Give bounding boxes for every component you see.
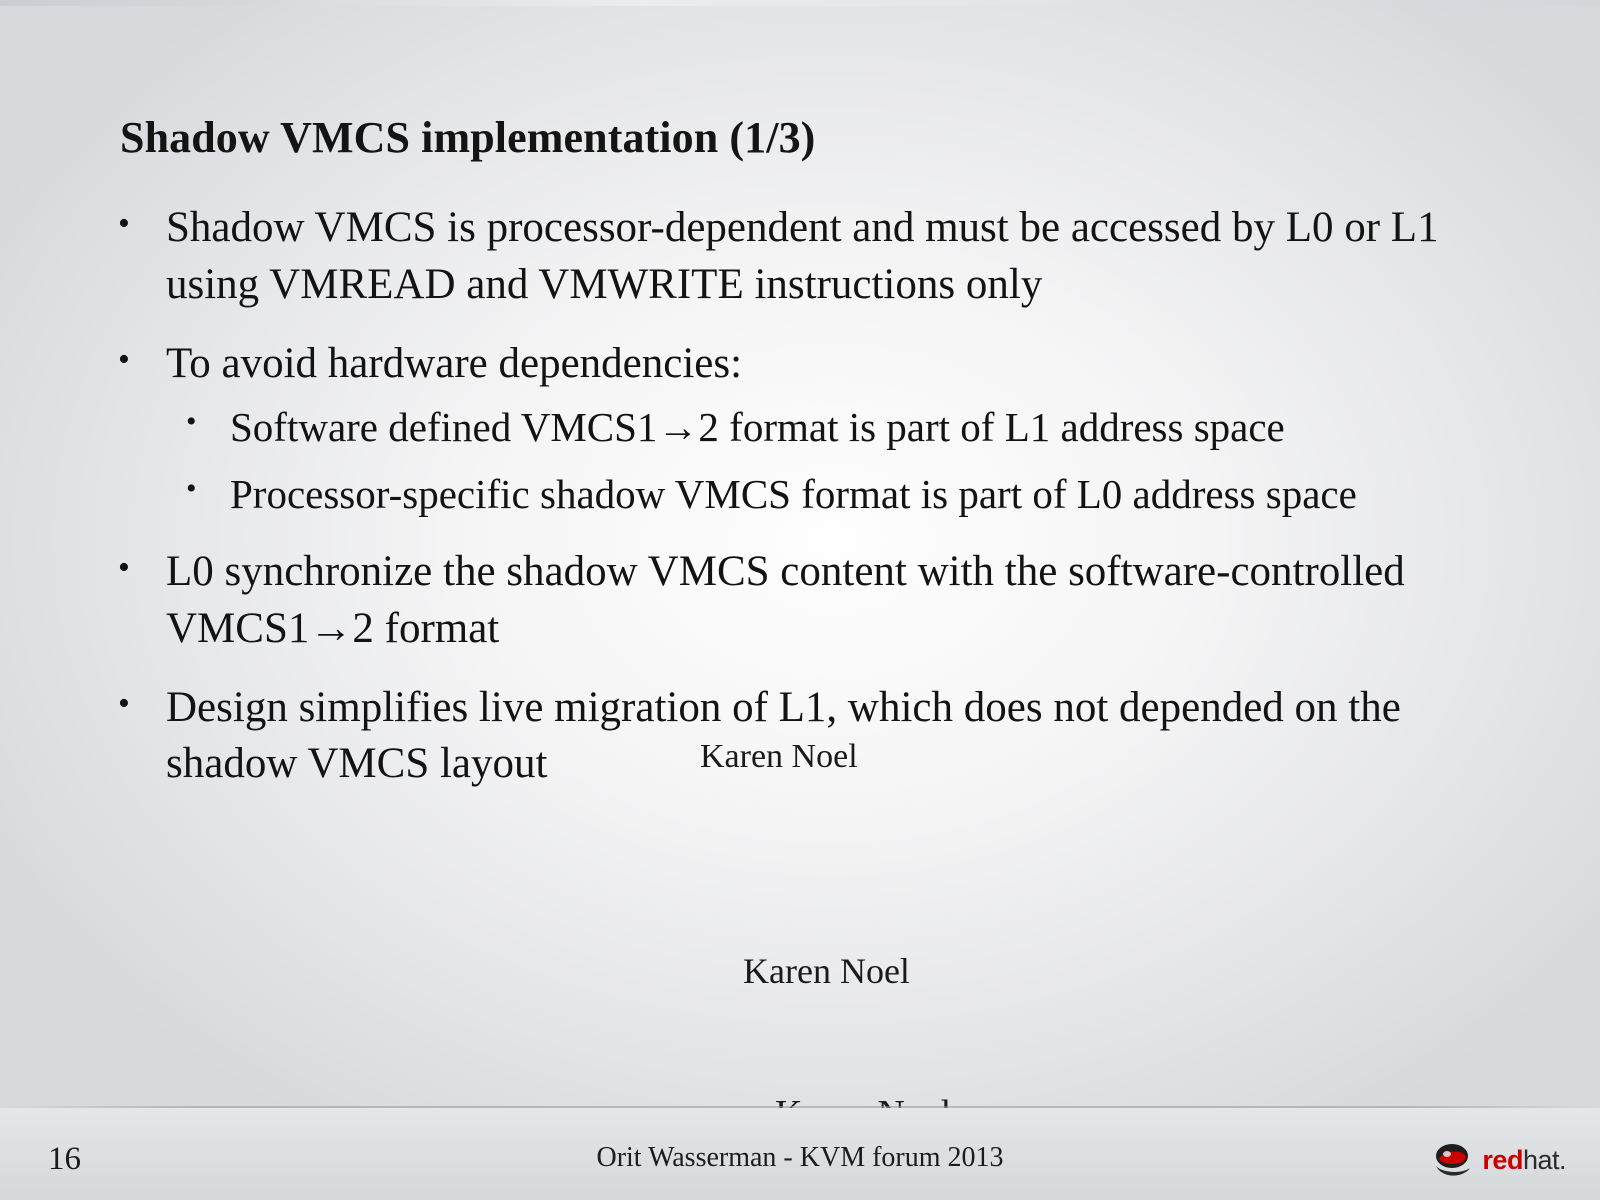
list-item-text: Processor-specific shadow VMCS format is part of L0 address space — [230, 471, 1357, 518]
page-title: Shadow VMCS implementation (1/3) — [120, 113, 816, 162]
list-item — [108, 544, 1508, 658]
page-number: 16 — [48, 1141, 81, 1177]
list-item-text: Shadow VMCS is processor-dependent and must be accessed by L0 or L1 using VMREAD and VMWRITE instructions only — [166, 204, 1439, 308]
list-item — [172, 400, 1508, 455]
bullet-list — [108, 200, 1508, 793]
list-item-text: L0 synchronize the shadow VMCS content with the software-controlled VMCS1→2 format — [166, 548, 1405, 652]
sub-bullet-group — [172, 400, 1508, 522]
list-item — [108, 680, 1508, 794]
slide-body — [108, 200, 1508, 815]
bullet-icon: • — [186, 472, 197, 506]
bullet-icon: • — [118, 340, 130, 378]
list-item — [108, 200, 1508, 314]
footer-divider — [0, 1106, 1600, 1108]
logo-text-hat: hat. — [1522, 1144, 1566, 1175]
list-item — [108, 336, 1508, 523]
bullet-icon: • — [186, 405, 197, 439]
watermark: Karen Noel — [700, 738, 858, 775]
logo — [1432, 1142, 1566, 1178]
sub-bullet-list — [172, 400, 1508, 522]
logo-text-red: red — [1482, 1144, 1523, 1175]
list-item-text: Design simplifies live migration of L1, which does not depended on the shadow VMCS layout — [166, 683, 1401, 788]
footer-text: Orit Wasserman - KVM forum 2013 — [596, 1142, 1004, 1173]
watermark: Karen Noel — [743, 951, 910, 991]
list-item-text: Software defined VMCS1→2 format is part of L1 address space — [230, 404, 1285, 451]
logo-text — [1482, 1145, 1566, 1176]
list-item — [172, 467, 1508, 522]
bullet-icon: • — [118, 684, 130, 722]
bullet-icon: • — [118, 549, 130, 587]
redhat-shadowman-icon — [1432, 1142, 1476, 1178]
bullet-icon: • — [118, 205, 130, 242]
list-item-text: To avoid hardware dependencies: — [166, 339, 743, 387]
